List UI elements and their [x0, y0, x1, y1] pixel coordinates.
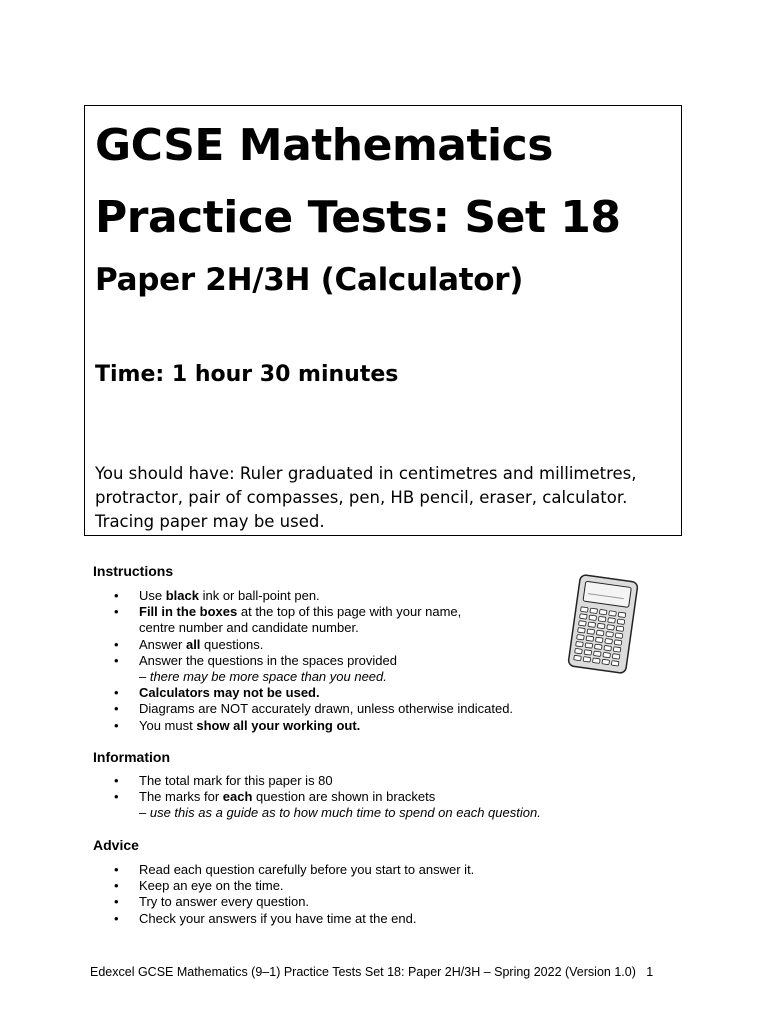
equipment-note: You should have: Ruler graduated in centimetres and millimetres, protractor, pair of compasses, pen, HB pencil, eraser, calculator. Tracing paper may be used.: [95, 464, 637, 531]
list-item: [114, 604, 574, 636]
text: Read each question carefully before you start to answer it.: [139, 862, 475, 877]
text-bold: Fill in the boxes: [139, 604, 238, 620]
calculator-key: [615, 633, 623, 638]
calculator-key: [595, 637, 603, 642]
calculator-key: [584, 650, 592, 655]
text: Try to answer every question.: [139, 894, 310, 910]
text-bold: Calculators may not be used.: [139, 685, 320, 701]
calculator-key: [602, 659, 610, 664]
text: Check your answers if you have time at the end.: [139, 910, 417, 926]
text: at the top of this page with your name,: [237, 604, 462, 620]
calculator-key: [578, 628, 586, 633]
calculator-key: [581, 607, 589, 612]
calculator-key: [594, 651, 602, 656]
text-bold: black: [165, 588, 199, 603]
calculator-key: [579, 621, 587, 626]
list-item: [114, 862, 574, 878]
calculator-key: [603, 652, 611, 657]
calculator-key: [593, 658, 601, 663]
information-list: [114, 773, 574, 822]
title-line-2: Practice Tests: Set 18: [95, 192, 621, 243]
text: You must: [139, 717, 197, 733]
calculator-key: [583, 657, 591, 662]
calculator-key: [617, 619, 625, 624]
calculator-key: [586, 636, 594, 641]
calculator-key: [598, 616, 606, 621]
calculator-key: [614, 640, 622, 645]
calculator-key: [618, 612, 626, 617]
calculator-key: [577, 635, 585, 640]
paper-title: Paper 2H/3H (Calculator): [95, 262, 524, 298]
page-number: 1: [646, 965, 654, 979]
text: question are shown in brackets: [252, 789, 436, 805]
calculator-key: [597, 623, 605, 628]
calculator-key: [596, 630, 604, 635]
advice-heading: Advice: [93, 837, 139, 853]
calculator-key: [588, 622, 596, 627]
page-footer: [90, 964, 653, 980]
calculator-key: [612, 654, 620, 659]
advice-list: [114, 862, 574, 927]
text-italic: – there may be more space than you need.: [139, 669, 387, 685]
calculator-key: [605, 638, 613, 643]
information-heading: Information: [93, 749, 170, 765]
calculator-key: [576, 641, 584, 646]
calculator-key: [575, 648, 583, 653]
text: ink or ball-point pen.: [198, 588, 320, 603]
calculator-key: [608, 618, 616, 623]
calculator-key: [609, 611, 617, 616]
calculator-key: [607, 625, 615, 630]
text: Keep an eye on the time.: [139, 878, 284, 894]
calculator-key: [616, 626, 624, 631]
calculator-icon: [566, 574, 640, 674]
text: The total mark for this paper is 80: [139, 773, 333, 788]
list-item: [114, 878, 574, 894]
list-item: [114, 685, 574, 701]
text: Use: [139, 588, 166, 603]
text: Answer: [139, 636, 186, 652]
calculator-key: [604, 645, 612, 650]
list-item: [114, 701, 574, 717]
list-item: [114, 637, 574, 653]
text-bold: each: [222, 789, 253, 805]
text: centre number and candidate number.: [139, 620, 359, 636]
calculator-key: [580, 614, 588, 619]
list-item: [114, 789, 574, 821]
calculator-key: [611, 661, 619, 666]
text-italic: – use this as a guide as to how much time to spend on each question.: [139, 805, 541, 821]
list-item: [114, 894, 574, 910]
calculator-key: [589, 615, 597, 620]
calculator-key: [599, 609, 607, 614]
list-item: [114, 653, 574, 685]
title-line-1: GCSE Mathematics: [95, 120, 553, 171]
list-item: [114, 911, 574, 927]
calculator-key: [613, 647, 621, 652]
text-bold: show all your working out.: [196, 717, 361, 733]
calculator-key: [587, 629, 595, 634]
list-item: [114, 588, 574, 604]
footer-text: Edexcel GCSE Mathematics (9–1) Practice Tests Set 18: Paper 2H/3H – Spring 2022 (Version 1.0): [90, 965, 636, 979]
time-allowed: Time: 1 hour 30 minutes: [95, 362, 399, 387]
text-bold: all: [185, 636, 201, 652]
calculator-key: [606, 632, 614, 637]
text: questions.: [200, 636, 264, 652]
calculator-key: [594, 644, 602, 649]
instructions-list: [114, 588, 574, 734]
text: Diagrams are NOT accurately drawn, unless otherwise indicated.: [139, 701, 514, 717]
title-box: [84, 105, 682, 536]
calculator-key: [590, 608, 598, 613]
instructions-heading: Instructions: [93, 563, 174, 579]
calculator-key: [574, 655, 582, 660]
list-item: [114, 718, 574, 734]
text: The marks for: [139, 789, 223, 805]
list-item: [114, 773, 574, 789]
text: Answer the questions in the spaces provided: [139, 652, 397, 668]
calculator-key: [585, 643, 593, 648]
